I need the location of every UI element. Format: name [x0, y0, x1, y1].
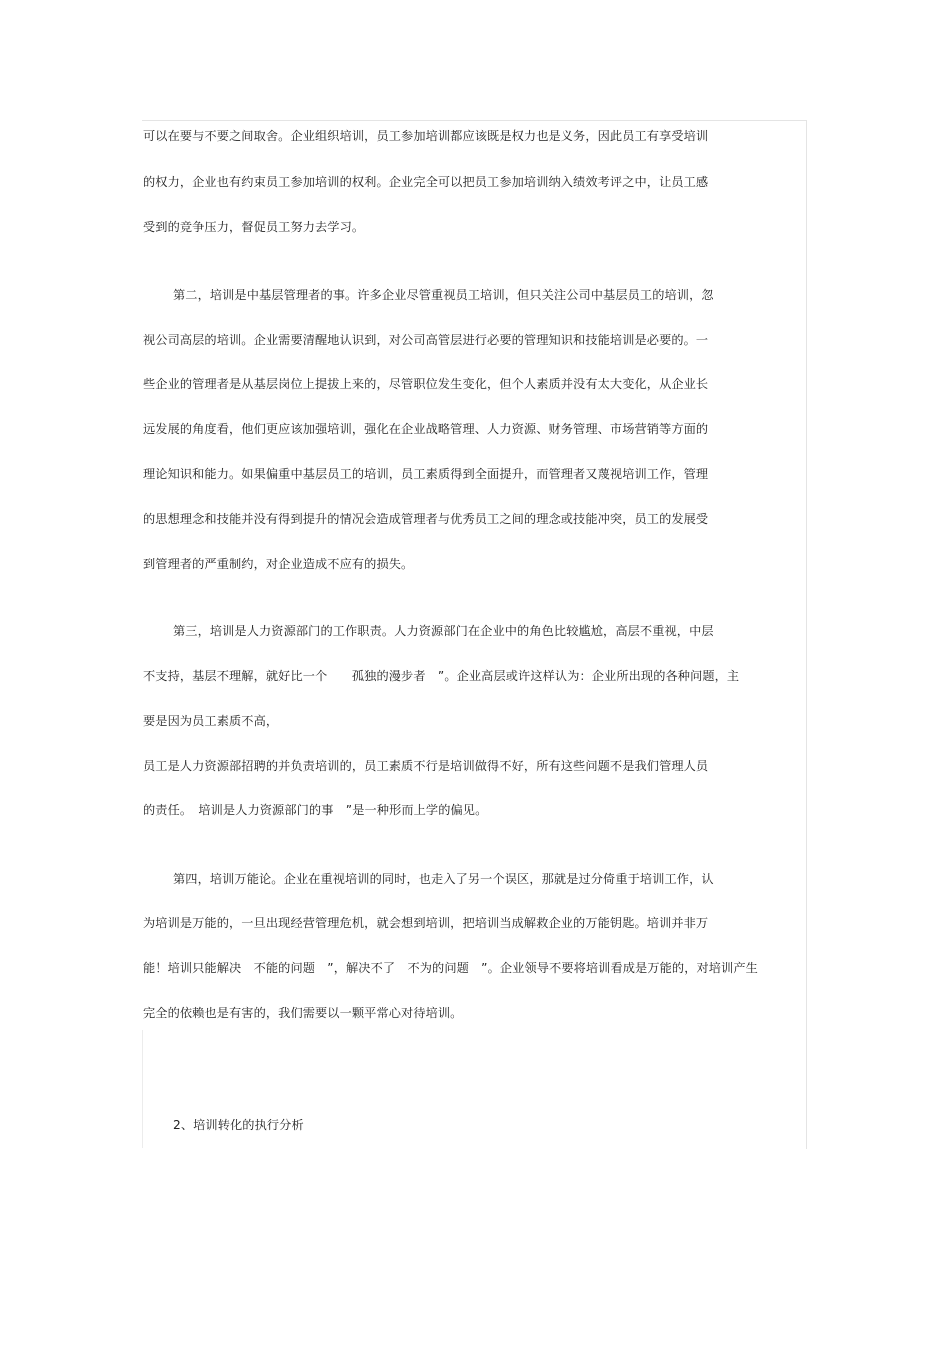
paragraph-2-line-4: 远发展的角度看，他们更应该加强培训，强化在企业战略管理、人力资源、财务管理、市场营销等方面的 — [143, 422, 709, 436]
paragraph-4-line-1: 第四，培训万能论。企业在重视培训的同时，也走入了另一个误区，那就是过分倚重于培训工作，认 — [173, 872, 714, 886]
paragraph-1-line-3: 受到的竞争压力，督促员工努力去学习。 — [143, 220, 365, 234]
paragraph-1-line-2: 的权力，企业也有约束员工参加培训的权利。企业完全可以把员工参加培训纳入绩效考评之中，让员工感 — [143, 175, 709, 189]
paragraph-3-line-3: 要是因为员工素质不高， — [143, 714, 279, 728]
paragraph-2-line-1: 第二，培训是中基层管理者的事。许多企业尽管重视员工培训，但只关注公司中基层员工的培训，忽 — [173, 288, 714, 302]
section-heading: 2、培训转化的执行分析 — [173, 1118, 304, 1132]
paragraph-4-line-4: 完全的依赖也是有害的，我们需要以一颗平常心对待培训。 — [143, 1006, 463, 1020]
paragraph-3-line-2: 不支持，基层不理解，就好比一个 孤独的漫步者 ”。企业高层或许这样认为：企业所出现的各种问题，主 — [143, 669, 740, 683]
paragraph-2-line-5: 理论知识和能力。如果偏重中基层员工的培训，员工素质得到全面提升，而管理者又蔑视培训工作，管理 — [143, 467, 709, 481]
paragraph-2-line-6: 的思想理念和技能并没有得到提升的情况会造成管理者与优秀员工之间的理念或技能冲突，员工的发展受 — [143, 512, 709, 526]
paragraph-2-line-7: 到管理者的严重制约，对企业造成不应有的损失。 — [143, 557, 414, 571]
paragraph-3-line-4: 员工是人力资源部招聘的并负责培训的，员工素质不行是培训做得不好，所有这些问题不是我们管理人员 — [143, 759, 709, 773]
paragraph-2-line-2: 视公司高层的培训。企业需要清醒地认识到，对公司高管层进行必要的管理知识和技能培训是必要的。一 — [143, 333, 709, 347]
paragraph-2-line-3: 些企业的管理者是从基层岗位上提拔上来的，尽管职位发生变化，但个人素质并没有太大变化，从企业长 — [143, 377, 709, 391]
paragraph-3-line-5: 的责任。 培训是人力资源部门的事 ”是一种形而上学的偏见。 — [143, 803, 488, 817]
page-frame-left-edge — [142, 1030, 143, 1148]
paragraph-4-line-2: 为培训是万能的，一旦出现经营管理危机，就会想到培训，把培训当成解救企业的万能钥匙。培训并非万 — [143, 916, 709, 930]
paragraph-4-line-3: 能！培训只能解决 不能的问题 ”，解决不了 不为的问题 ”。企业领导不要将培训看成是万能的，对培训产生 — [143, 961, 758, 975]
paragraph-1-line-1: 可以在要与不要之间取舍。企业组织培训，员工参加培训都应该既是权力也是义务，因此员工有享受培训 — [143, 129, 709, 143]
paragraph-3-line-1: 第三，培训是人力资源部门的工作职责。人力资源部门在企业中的角色比较尴尬，高层不重视，中层 — [173, 624, 714, 638]
